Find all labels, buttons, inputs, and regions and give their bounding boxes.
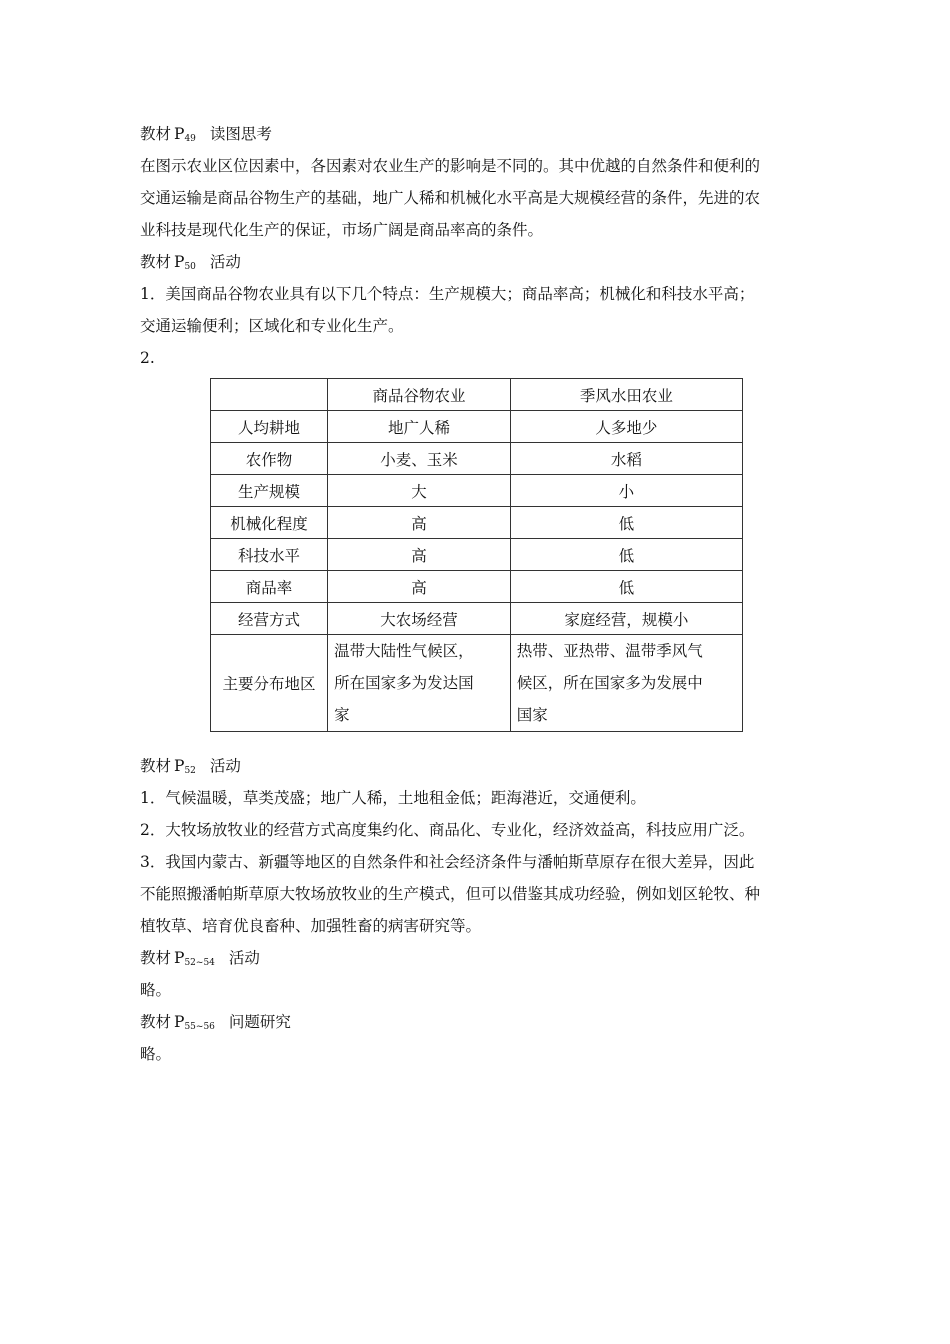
heading-topic: 活动 xyxy=(209,757,241,775)
paragraph-line: 在图示农业区位因素中，各因素对农业生产的影响是不同的。其中优越的自然条件和便利的 xyxy=(140,157,761,175)
table-cell: 农作物 xyxy=(211,443,328,475)
heading-prefix: 教材 xyxy=(140,125,172,143)
table-cell: 高 xyxy=(328,507,511,539)
document-page xyxy=(140,118,820,1070)
heading-topic: 读图思考 xyxy=(209,125,272,143)
table-cell: 热带、亚热带、温带季风气 候区，所在国家多为发展中 国家 xyxy=(510,635,742,732)
table-cell: 低 xyxy=(510,507,742,539)
table-cell: 温带大陆性气候区， 所在国家多为发达国 家 xyxy=(328,635,511,732)
page-ref: $P_{55\sim 56}$ xyxy=(174,1013,215,1032)
table-cell: 经营方式 xyxy=(211,603,328,635)
table-cell: 小麦、玉米 xyxy=(328,443,511,475)
section-heading xyxy=(140,942,820,974)
paragraph-line: 3．我国内蒙古、新疆等地区的自然条件和社会经济条件与潘帕斯草原存在很大差异，因此 xyxy=(140,853,755,871)
table-cell: 小 xyxy=(510,475,742,507)
heading-prefix: 教材 xyxy=(140,949,172,967)
heading-prefix: 教材 xyxy=(140,1013,172,1031)
table-cell: 大农场经营 xyxy=(328,603,511,635)
table-cell: 人均耕地 xyxy=(211,411,328,443)
heading-topic: 活动 xyxy=(209,253,241,271)
table-cell: 低 xyxy=(510,571,742,603)
table-cell: 科技水平 xyxy=(211,539,328,571)
table-cell: 水稻 xyxy=(510,443,742,475)
table-cell: 人多地少 xyxy=(510,411,742,443)
table-row xyxy=(211,411,743,443)
section-heading xyxy=(140,118,820,150)
table-row xyxy=(211,507,743,539)
paragraph-line: 1．美国商品谷物农业具有以下几个特点：生产规模大；商品率高；机械化和科技水平高； xyxy=(140,285,755,303)
table-cell: 大 xyxy=(328,475,511,507)
heading-topic: 活动 xyxy=(228,949,260,967)
page-ref: $P_{52}$ xyxy=(174,757,196,776)
table-cell: 高 xyxy=(328,539,511,571)
section-heading xyxy=(140,246,820,278)
table-cell: 低 xyxy=(510,539,742,571)
table-row xyxy=(211,539,743,571)
paragraph-line: 业科技是现代化生产的保证，市场广阔是商品率高的条件。 xyxy=(140,221,544,239)
table-row xyxy=(211,475,743,507)
table-cell: 高 xyxy=(328,571,511,603)
paragraph-line: 植牧草、培育优良畜种、加强牲畜的病害研究等。 xyxy=(140,917,482,935)
page-ref: $P_{52\sim 54}$ xyxy=(174,949,215,968)
table-cell: 机械化程度 xyxy=(211,507,328,539)
page-ref: $P_{50}$ xyxy=(174,253,196,272)
table-cell: 地广人稀 xyxy=(328,411,511,443)
paragraph-line: 1．气候温暖，草类茂盛；地广人稀，土地租金低；距海港近，交通便利。 xyxy=(140,789,646,807)
table-header-row xyxy=(211,379,743,411)
section-heading xyxy=(140,1006,820,1038)
table-header-cell xyxy=(211,379,328,411)
paragraph-line: 2. xyxy=(140,349,155,367)
heading-topic: 问题研究 xyxy=(228,1013,291,1031)
table-cell: 商品率 xyxy=(211,571,328,603)
heading-prefix: 教材 xyxy=(140,757,172,775)
table-row xyxy=(211,635,743,732)
comparison-table xyxy=(210,378,743,732)
table-row xyxy=(211,443,743,475)
paragraph-line: 2．大牧场放牧业的经营方式高度集约化、商品化、专业化，经济效益高，科技应用广泛。 xyxy=(140,821,755,839)
table-header-cell: 季风水田农业 xyxy=(510,379,742,411)
table-cell: 主要分布地区 xyxy=(211,635,328,732)
table-row xyxy=(211,603,743,635)
table-cell: 生产规模 xyxy=(211,475,328,507)
table-row xyxy=(211,571,743,603)
paragraph-line: 交通运输是商品谷物生产的基础，地广人稀和机械化水平高是大规模经营的条件，先进的农 xyxy=(140,189,761,207)
paragraph-line: 略。 xyxy=(140,981,172,999)
paragraph-line: 不能照搬潘帕斯草原大牧场放牧业的生产模式，但可以借鉴其成功经验，例如划区轮牧、种 xyxy=(140,885,761,903)
heading-prefix: 教材 xyxy=(140,253,172,271)
paragraph-line: 交通运输便利；区域化和专业化生产。 xyxy=(140,317,404,335)
section-heading xyxy=(140,750,820,782)
table-cell: 家庭经营，规模小 xyxy=(510,603,742,635)
page-ref: $P_{49}$ xyxy=(174,125,196,144)
paragraph-line: 略。 xyxy=(140,1045,172,1063)
table-header-cell: 商品谷物农业 xyxy=(328,379,511,411)
table-wrapper xyxy=(140,374,820,750)
